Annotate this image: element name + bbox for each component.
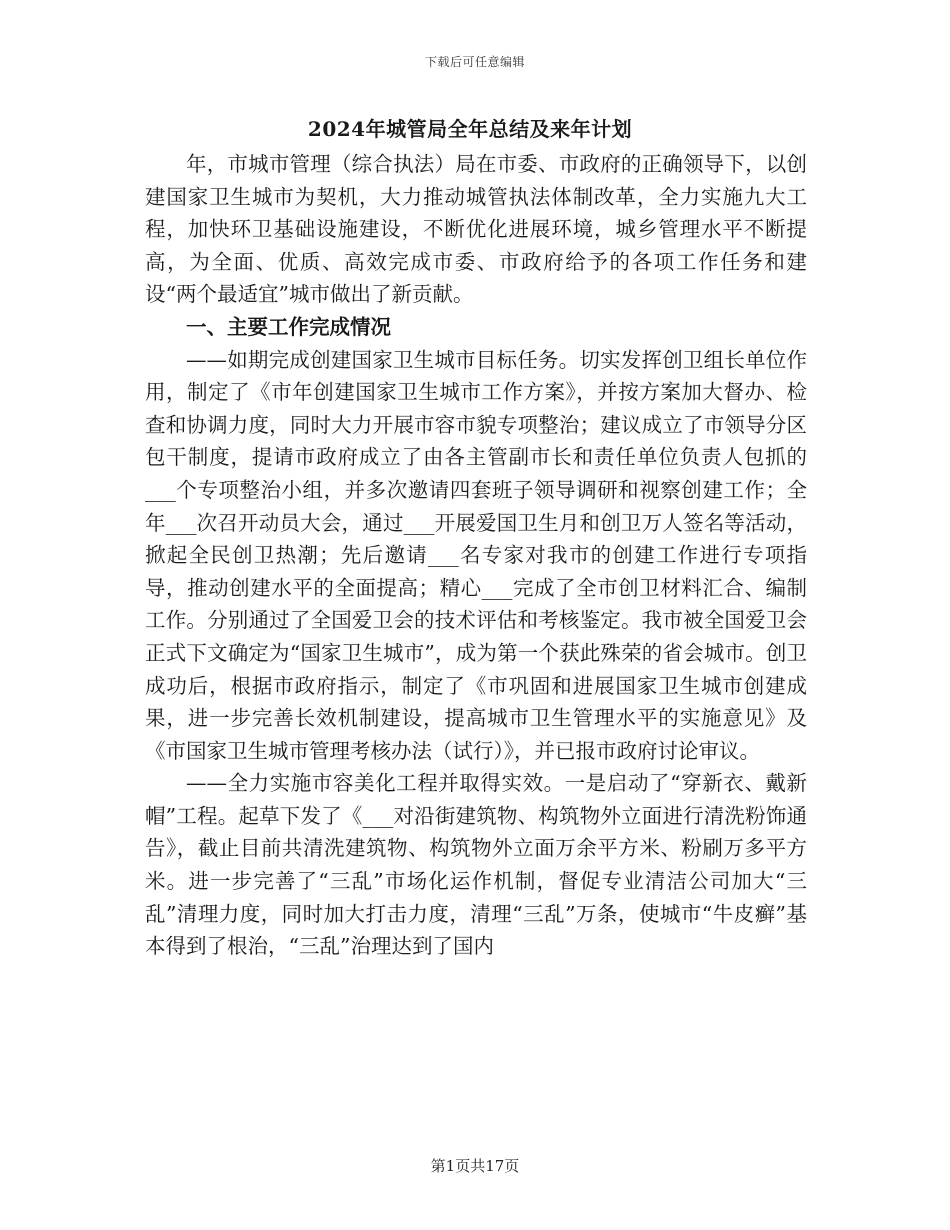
body-paragraph: ——如期完成创建国家卫生城市目标任务。切实发挥创卫组长单位作用，制定了《市年创建国家卫生城市工作方案》，并按方案加大督办、检查和协调力度，同时大力开展市容市貌专项整治；建议成立了市领导分区包干制度，提请市政府成立了由各主管副市长和责任单位负责人包抓的___个专项整治小组，并多次邀请四套班子领导调研和视察创建工作；全年___次召开动员大会，通过___开展爱国卫生月和创卫万人签名等活动，掀起全民创卫热潮；先后邀请___名专家对我市的创建工作进行专项指导，推动创建水平的全面提高；精心___完成了全市创卫材料汇合、编制工作。分别通过了全国爱卫会的技术评估和考核鉴定。我市被全国爱卫会正式下文确定为“国家卫生城市”，成为第一个获此殊荣的省会城市。创卫成功后，根据市政府指示，制定了《市巩固和进展国家卫生城市创建成果，进一步完善长效机制建设，提高城市卫生管理水平的实施意见》及《市国家卫生城市管理考核办法（试行）》，并已报市政府讨论审议。 — [145, 347, 807, 763]
header-note: 下载后可任意编辑 — [424, 55, 525, 69]
intro-paragraph: 年，市城市管理（综合执法）局在市委、市政府的正确领导下，以创建国家卫生城市为契机，大力推动城管执法体制改革，全力实施九大工程，加快环卫基础设施建设，不断优化进展环境，城乡管理水平不断提高，为全面、优质、高效完成市委、市政府给予的各项工作任务和建设“两个最适宜”城市做出了新贡献。 — [145, 152, 807, 307]
page-number: 第1页共17页 — [430, 1157, 520, 1175]
document-body — [145, 148, 807, 963]
section-heading: 一、主要工作完成情况 — [186, 314, 391, 339]
body-paragraph: ——全力实施市容美化工程并取得实效。一是启动了“穿新衣、戴新帽”工程。起草下发了《___对沿街建筑物、构筑物外立面进行清洗粉饰通告》，截止目前共清洗建筑物、构筑物外立面万余平方米、粉刷万多平方米。进一步完善了“三乱”市场化运作机制，督促专业清洁公司加大“三乱”清理力度，同时加大打击力度，清理“三乱”万条，使城市“牛皮癣”基本得到了根治，“三乱”治理达到了国内 — [145, 771, 807, 959]
document-title: 2024年城管局全年总结及来年计划 — [307, 117, 633, 141]
